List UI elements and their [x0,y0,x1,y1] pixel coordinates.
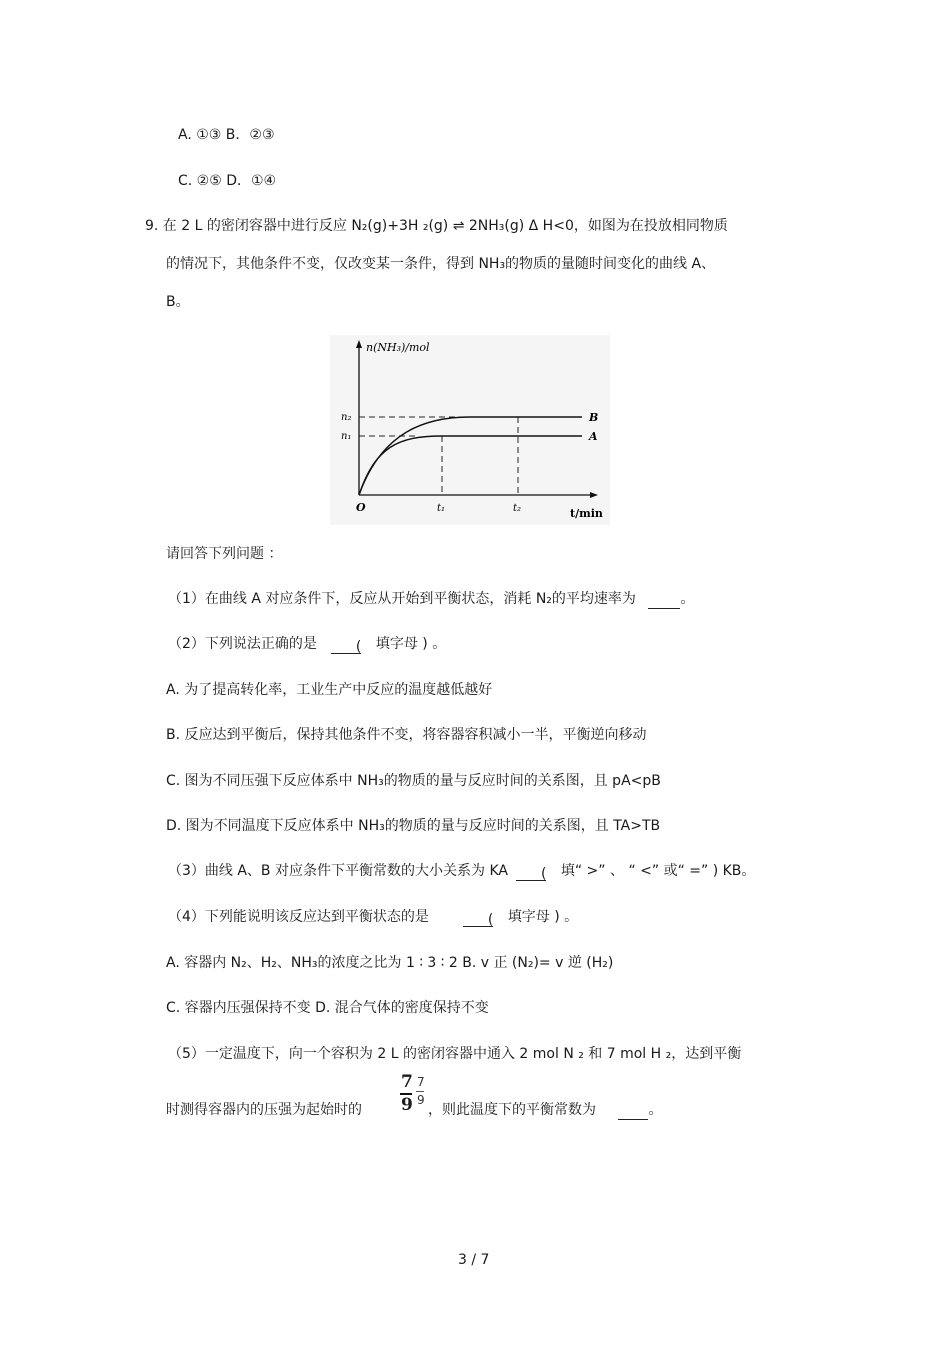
question-3 [168,861,755,881]
y-axis-label: n(NH₃)/mol [366,341,430,354]
question-1-blank [648,592,680,609]
question-2-blank: ( [331,637,361,654]
page-number: 3 / 7 [458,1252,490,1268]
fraction-denominator: 9 [401,1095,413,1115]
question-5-end-text: ，则此温度下的平衡常数为 [428,1102,596,1118]
fraction-small-numerator: 7 [417,1075,425,1089]
question-5-line-2-start: 时测得容器内的压强为起始时的 [166,1102,362,1118]
question-1-end: 。 [680,591,695,607]
option-a: A. 为了提高转化率，工业生产中反应的温度越低越好 [166,682,493,698]
fraction-numerator: 7 [401,1072,413,1092]
question-1-text: （1）在曲线 A 对应条件下，反应从开始到平衡状态，消耗 N₂的平均速率为 [168,591,636,607]
question-2-end: 填字母 ) 。 [375,636,447,652]
question-9-line-3: B。 [166,294,190,310]
question-5-blank [618,1103,648,1120]
question-1 [168,589,694,609]
option-d: D. 图为不同温度下反应体系中 NH₃的物质的量与反应时间的关系图，且 TA>TB [166,818,661,834]
question-3-end: 填“ >” 、 “ <” 或“ =” ) KB。 [560,863,756,879]
question-9-line-2: 的情况下，其他条件不变，仅改变某一条件，得到 NH₃的物质的量随时间变化的曲线 A、 [166,256,716,272]
question-4-text: （4）下列能说明该反应达到平衡状态的是 [168,909,429,925]
options-line-cd: C. ②⑤ D．①④ [178,173,277,189]
x-axis-label: t/min [570,507,603,520]
x-tick-t2: t₂ [513,503,522,514]
question-3-blank: ( [516,864,546,881]
question-5-line-1: （5）一定温度下，向一个容积为 2 L 的密闭容器中通入 2 mol N ₂ 和 7 mol H ₂，达到平衡 [168,1046,742,1062]
fraction-small-bar [416,1091,424,1092]
fraction-small-denominator: 9 [417,1093,425,1107]
question-4-option-cd: C. 容器内压强保持不变 D. 混合气体的密度保持不变 [166,1000,489,1016]
option-b: B. 反应达到平衡后，保持其他条件不变，将容器容积减小一半，平衡逆向移动 [166,727,647,743]
question-2 [168,634,446,654]
series-b-label: B [589,411,599,424]
y-tick-n2: n₂ [341,412,352,423]
x-tick-t1: t₁ [437,503,446,514]
option-c: C. 图为不同压强下反应体系中 NH₃的物质的量与反应时间的关系图，且 pA<pB [166,773,661,789]
y-tick-n1: n₁ [341,431,352,442]
question-9-line-1: 9. 在 2 L 的密闭容器中进行反应 N₂(g)+3H ₂(g) ⇌ 2NH₃(g) Δ H<0，如图为在投放相同物质 [145,218,728,234]
options-line-ab: A. ①③ B．②③ [178,127,275,143]
question-4-option-ab: A. 容器内 N₂、H₂、NH₃的浓度之比为 1 ∶ 3 ∶ 2 B. v 正 (N₂)= v 逆 (H₂) [166,955,614,971]
question-3-text: （3）曲线 A、B 对应条件下平衡常数的大小关系为 KA [168,863,508,879]
question-4 [168,907,578,927]
nh3-time-chart [330,335,610,525]
question-2-text: （2）下列说法正确的是 [168,636,317,652]
intro-text: 请回答下列问题 ： [166,546,283,562]
origin-label: O [356,501,366,514]
question-4-blank: ( [463,910,493,927]
question-5-period: 。 [648,1102,663,1118]
series-a-label: A [589,430,598,443]
question-5-line-2-end [428,1100,662,1120]
question-4-end: 填字母 ) 。 [507,909,579,925]
